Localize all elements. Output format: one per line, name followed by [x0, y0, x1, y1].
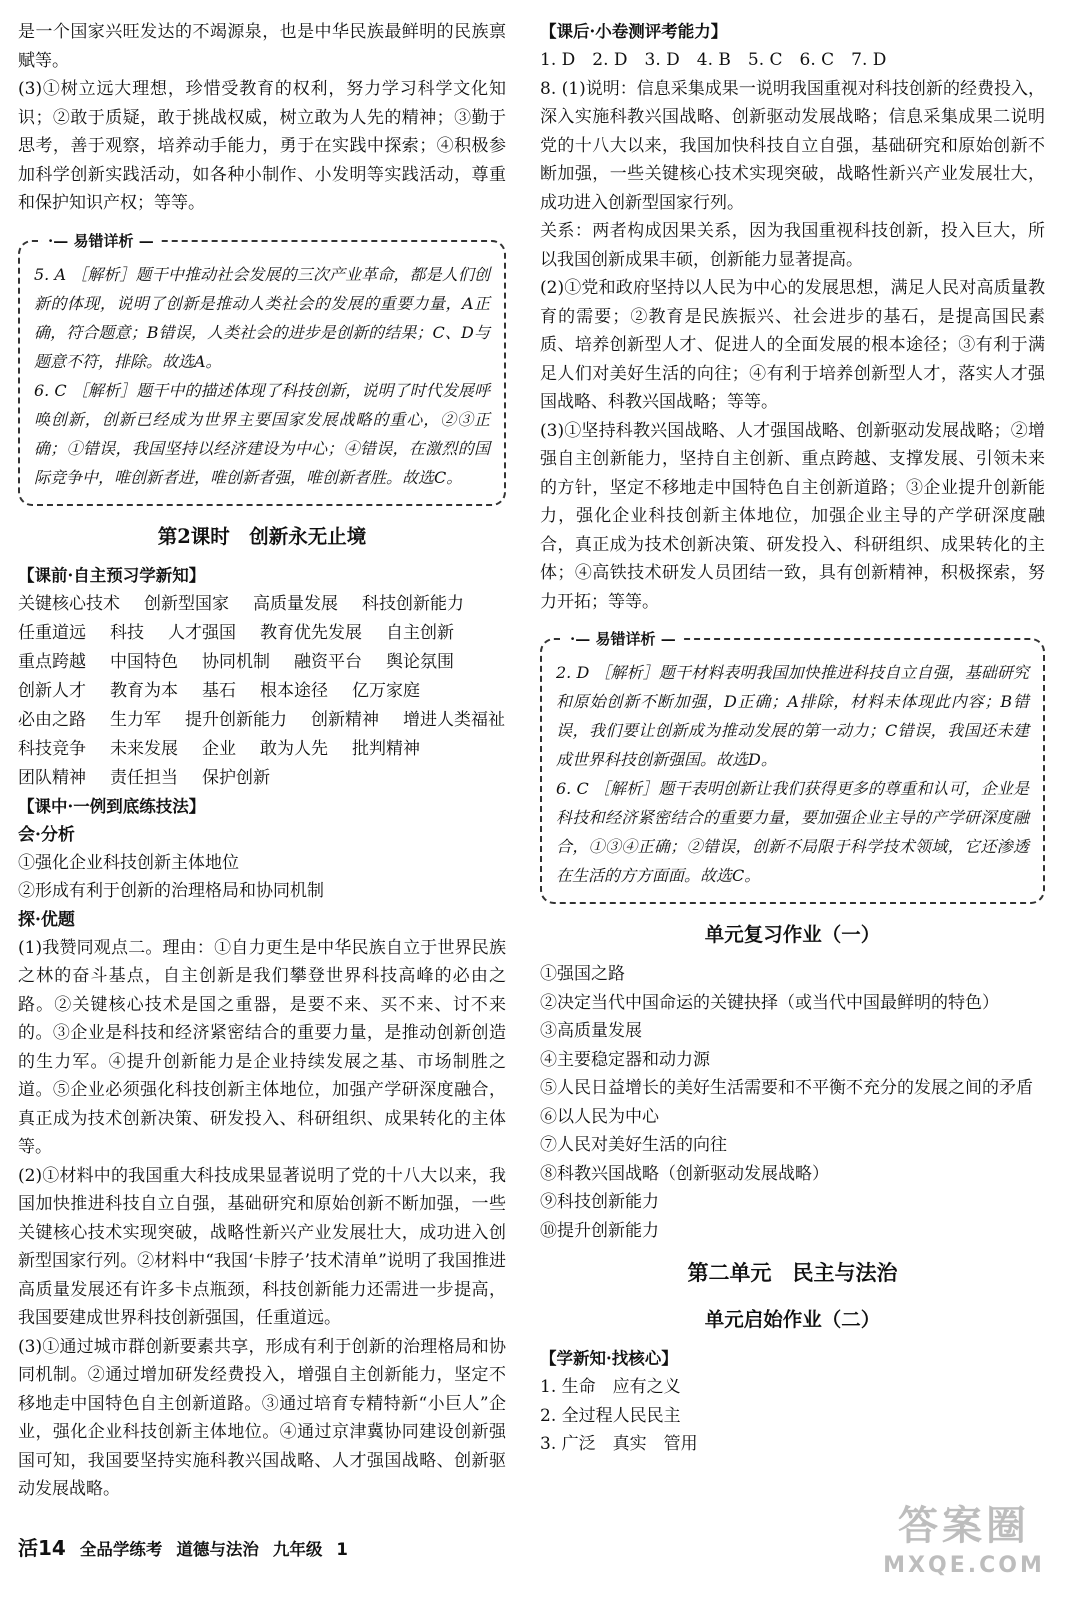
- section-label-in-class: 【 课中·一例到底练技法 】: [18, 793, 506, 821]
- keyword: 团队精神: [18, 767, 86, 788]
- explore-answer: (3)①通过城市群创新要素共享，形成有利于创新的治理格局和协同机制。②通过增加研发经费投入，增强自主创新能力，坚定不移地走中国特色自主创新道路。③通过培育专精特新“小巨人”企业，强化企业科技创新主体地位。④通过京津冀协同建设创新强国可知，我国要坚持实施科教兴国战略、人才强国战略、创新驱动发展战略。: [18, 1336, 506, 1499]
- review-item: ⑩提升创新能力: [540, 1220, 659, 1241]
- answer-key-line: 1. D 2. D 3. D 4. B 5. C 6. C 7. D: [540, 50, 887, 70]
- paragraph: (3)①树立远大理想，珍惜受教育的权利，努力学习科学文化知识；②敢于质疑，敢于挑战权威，树立敢为人先的精神；③勤于思考，善于观察，培养动手能力，勇于在实践中探索；④积极参加科学创新实践活动，如各种小制作、小发明等实践活动，尊重和保护知识产权；等等。: [18, 79, 506, 213]
- analysis-line: ②形成有利于创新的治理格局和协同机制: [18, 881, 324, 901]
- box-tag: ·— 易错详析 —: [564, 628, 682, 650]
- keyword: 敢为人先: [260, 738, 328, 759]
- keyword: 科技创新能力: [362, 593, 464, 614]
- error-analysis-box: [18, 231, 506, 506]
- section-label-after-class: 【 课后·小卷测评考能力 】: [540, 18, 1045, 46]
- unit-2-title: 第二单元 民主与法治: [687, 1260, 898, 1285]
- unit-2-start-title: 单元启始作业（二）: [704, 1308, 881, 1331]
- keyword-list: [18, 590, 506, 793]
- keyword: 科技: [110, 622, 144, 643]
- watermark-logo: [880, 1500, 1048, 1590]
- analysis-item: 2. D ［解析］题干材料表明我国加快推进科技自立自强，基础研究和原始创新不断加强，D正确；A排除，材料未体现此内容；B错误，我们要让创新成为推动发展的第一动力；C错误，我国还未建成世界科技创新强国。故选D。: [556, 663, 1029, 769]
- question-8-answer: 8. (1)说明：信息采集成果一说明我国重视对科技创新的经费投入，深入实施科教兴国战略、创新驱动发展战略；信息采集成果二说明党的十八大以来，我国加快科技自立自强，基础研究和原始创新不断加强，一些关键核心技术实现突破，战略性新兴产业发展壮大，成功进入创新型国家行列。: [540, 78, 1045, 213]
- page-footer: [18, 1532, 348, 1561]
- keyword: 根本途径: [260, 680, 328, 701]
- left-column: [18, 18, 506, 1504]
- error-analysis-box: [540, 630, 1045, 904]
- review-item: ④主要稳定器和动力源: [540, 1049, 710, 1070]
- keyword: 创新精神: [311, 709, 379, 730]
- new-knowledge-item: 3. 广泛 真实 管用: [540, 1434, 698, 1454]
- review-item: ⑦人民对美好生活的向往: [540, 1135, 727, 1155]
- review-item: ②决定当代中国命运的关键抉择（或当代中国最鲜明的特色）: [540, 992, 999, 1013]
- keyword: 教育为本: [110, 680, 178, 701]
- keyword: 保护创新: [202, 767, 270, 788]
- review-item: ①强国之路: [540, 964, 625, 984]
- keyword: 亿万家庭: [352, 680, 420, 701]
- subject-name: 道德与法治: [176, 1540, 259, 1559]
- box-tag: ·— 易错详析 —: [42, 230, 160, 252]
- keyword: 批判精神: [352, 738, 420, 759]
- watermark-url: MXQE.COM: [883, 1553, 1045, 1578]
- unit-review-title: 单元复习作业（一）: [704, 923, 881, 946]
- keyword: 任重道远: [18, 622, 86, 643]
- new-knowledge-item: 2. 全过程人民民主: [540, 1405, 681, 1426]
- keyword: 融资平台: [294, 651, 362, 672]
- keyword: 创新型国家: [144, 593, 229, 614]
- keyword: 高质量发展: [253, 593, 338, 614]
- keyword: 人才强国: [168, 622, 236, 643]
- keyword: 教育优先发展: [260, 622, 362, 643]
- volume-number: 1: [336, 1540, 348, 1559]
- sub-label-explore: 探·优题: [18, 909, 75, 930]
- watermark-text: 答案圈: [898, 1503, 1030, 1549]
- keyword: 必由之路: [18, 709, 86, 730]
- keyword: 创新人才: [18, 680, 86, 701]
- right-column: [540, 18, 1045, 1459]
- keyword: 重点跨越: [18, 651, 86, 672]
- keyword: 舆论氛围: [386, 651, 454, 672]
- keyword: 基石: [202, 680, 236, 701]
- section-label-new-knowledge: 【 学新知·找核心 】: [540, 1345, 1045, 1373]
- analysis-item: 5. A ［解析］题干中推动社会发展的三次产业革命，都是人们创新的体现，说明了创新是推动人类社会的发展的重要力量，A正确，符合题意；B错误，人类社会的进步是创新的结果；C、D与题意不符，排除。故选A。: [34, 264, 490, 371]
- keyword: 协同机制: [202, 651, 270, 672]
- keyword: 科技竞争: [18, 738, 86, 759]
- explore-answer: (2)①材料中的我国重大科技成果显著说明了党的十八大以来，我国加快推进科技自立自强，基础研究和原始创新不断加强，一些关键核心技术实现突破，战略性新兴产业发展壮大，成功进入创新型国家行列。②材料中“我国‘卡脖子’技术清单”说明了我国推进高质量发展还有许多卡点瓶颈，科技创新能力还需进一步提高，我国要建成世界科技创新强国，任重道远。: [18, 1165, 506, 1328]
- keyword: 未来发展: [110, 738, 178, 759]
- keyword: 增进人类福祉: [403, 709, 505, 730]
- question-8-answer: (2)①党和政府坚持以人民为中心的发展思想，满足人民对高质量教育的需要；②教育是民族振兴、社会进步的基石，是提高国民素质、培养创新型人才、促进人的全面发展的根本途径；③有利于满足人们对美好生活的向往；④有利于培养创新型人才，落实人才强国战略、科教兴国战略；等等。: [540, 278, 1045, 412]
- sub-label-analysis: 会·分析: [18, 824, 75, 845]
- review-item: ⑥以人民为中心: [540, 1106, 659, 1127]
- question-8-answer: (3)①坚持科教兴国战略、人才强国战略、创新驱动发展战略；②增强自主创新能力，坚持自主创新、重点跨越、支撑发展、引领未来的方针，坚定不移地走中国特色自主创新道路；③企业提升创新能力，强化企业科技创新主体地位，加强企业主导的产学研深度融合，真正成为技术创新决策、研发投入、科研组织、成果转化的主体；④高铁技术研发人员团结一致，具有创新精神，积极探索，努力开拓；等等。: [540, 420, 1045, 612]
- new-knowledge-item: 1. 生命 应有之义: [540, 1377, 681, 1397]
- explore-answer: (1)我赞同观点二。理由：①自力更生是中华民族自立于世界民族之林的奋斗基点，自主创新是我们攀登世界科技高峰的必由之路。②关键核心技术是国之重器，是要不来、买不来、讨不来的。③企业是科技和经济紧密结合的重要力量，是推动创新创造的生力军。④提升创新能力是企业持续发展之基、市场制胜之道。⑤企业必须强化科技创新主体地位，加强产学研深度融合，真正成为技术创新决策、研发投入、科研组织、成果转化的主体等。: [18, 937, 506, 1157]
- keyword: 企业: [202, 738, 236, 759]
- keyword: 责任担当: [110, 767, 178, 788]
- review-item: ⑧科教兴国战略（创新驱动发展战略）: [540, 1163, 829, 1184]
- analysis-item: 6. C ［解析］题干表明创新让我们获得更多的尊重和认可，企业是科技和经济紧密结合的重要力量，要加强企业主导的产学研深度融合，①③④正确；②错误，创新不局限于科学技术领域，它还渗透在生活的方方面面。故选C。: [556, 779, 1029, 885]
- keyword: 自主创新: [386, 622, 454, 643]
- section-label-pre-class: 【 课前·自主预习学新知 】: [18, 562, 506, 590]
- question-8-answer: 关系：两者构成因果关系，因为我国重视科技创新，投入巨大，所以我国创新成果丰硕，创新能力显著提高。: [540, 221, 1045, 270]
- keyword: 生力军: [110, 709, 161, 730]
- review-item: ⑤人民日益增长的美好生活需要和不平衡不充分的发展之间的矛盾: [540, 1078, 1033, 1098]
- page-number: 活14: [18, 1536, 66, 1560]
- review-item: ③高质量发展: [540, 1021, 642, 1041]
- grade-name: 九年级: [272, 1540, 323, 1559]
- lesson-title: 第2课时 创新永无止境: [157, 524, 367, 548]
- analysis-item: 6. C ［解析］题干中的描述体现了科技创新，说明了时代发展呼唤创新，创新已经成为世界主要国家发展战略的重心，②③正确；①错误，我国坚持以经济建设为中心；④错误，在激烈的国际竞争中，唯创新者进，唯创新者强，唯创新者胜。故选C。: [34, 380, 490, 487]
- paragraph: 是一个国家兴旺发达的不竭源泉，也是中华民族最鲜明的民族禀赋等。: [18, 22, 506, 71]
- review-item: ⑨科技创新能力: [540, 1192, 659, 1212]
- keyword: 中国特色: [110, 651, 178, 672]
- book-name: 全品学练考: [79, 1540, 163, 1559]
- keyword: 关键核心技术: [18, 593, 120, 614]
- keyword: 提升创新能力: [185, 709, 287, 730]
- analysis-line: ①强化企业科技创新主体地位: [18, 852, 239, 873]
